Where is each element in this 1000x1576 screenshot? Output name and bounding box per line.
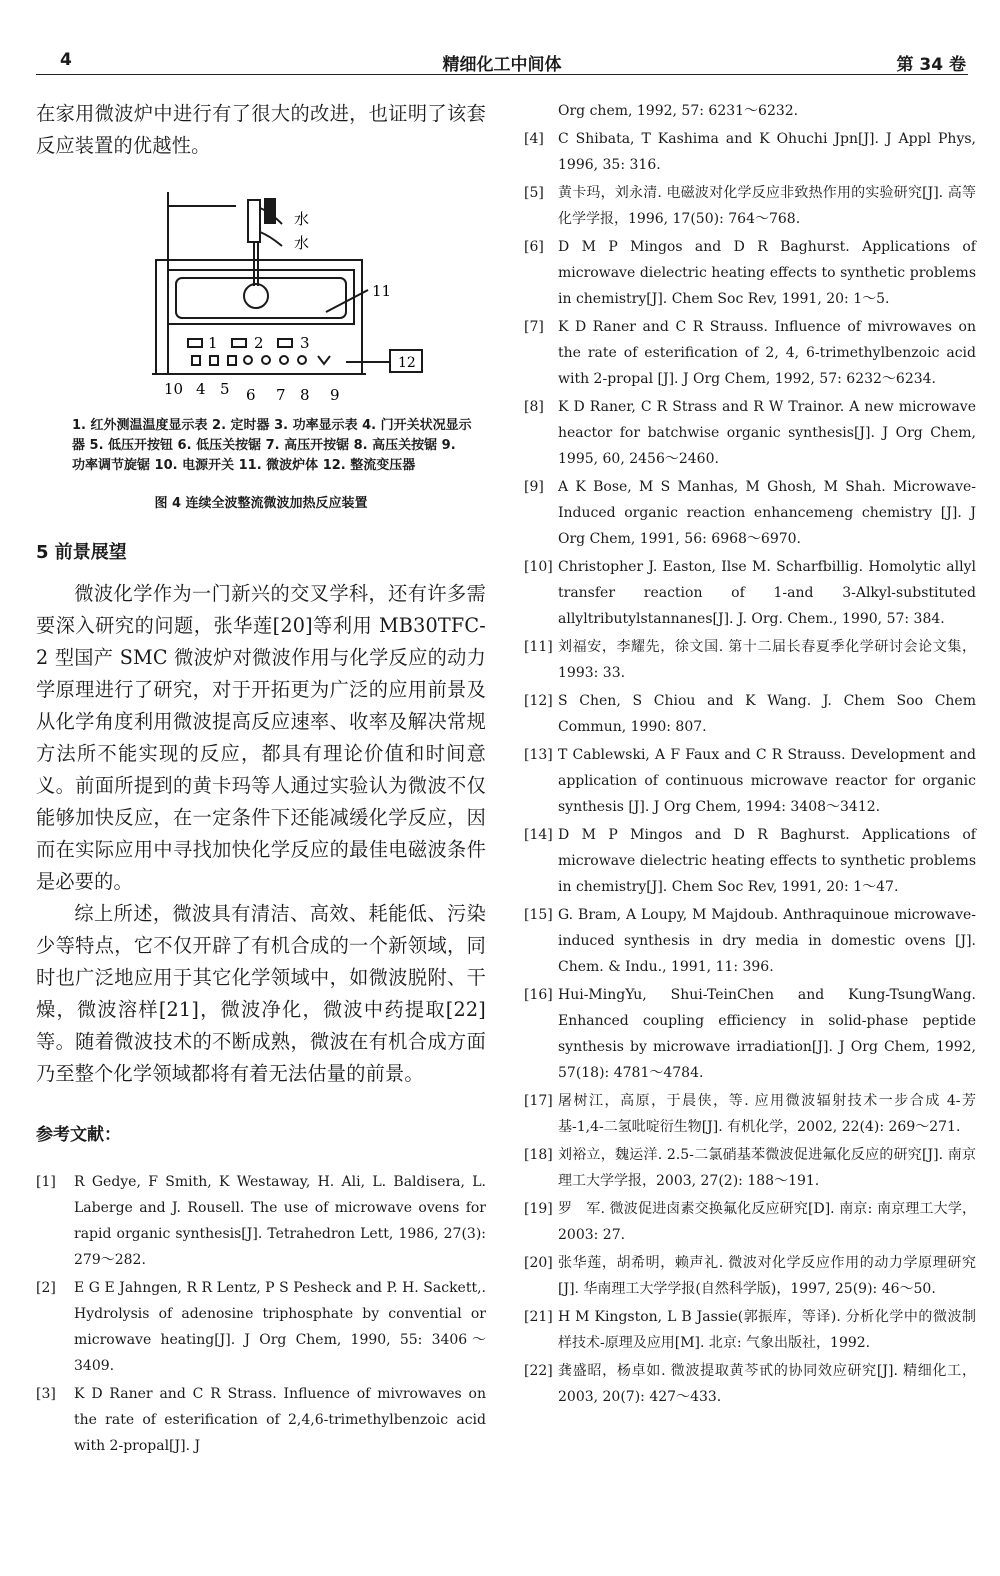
reference-text: K D Raner and C R Strass. Influence of mivrowaves on the rate of esterification of 2,4,6-trimethylbenzoic acid with 2-propal[J]. J <box>74 1386 486 1454</box>
reference-item <box>524 234 976 312</box>
reference-text: 龚盛昭，杨卓如. 微波提取黄芩甙的协同效应研究[J]. 精细化工，2003, 20(7): 427～433. <box>558 1363 976 1405</box>
reference-number: [22] <box>524 1363 553 1379</box>
diagram-label-3: 3 <box>300 334 310 352</box>
reference-number: [5] <box>524 185 544 201</box>
reference-number: [14] <box>524 827 553 843</box>
reference-number: [1] <box>36 1174 56 1190</box>
reference-text: C Shibata, T Kashima and K Ohuchi Jpn[J]. J Appl Phys, 1996, 35: 316. <box>558 131 976 173</box>
reference-number: [11] <box>524 639 553 655</box>
diagram-label-2: 2 <box>254 334 264 352</box>
reference-item <box>524 1088 976 1140</box>
reference-number: [10] <box>524 559 553 575</box>
diagram-label-water-2: 水 <box>294 234 310 252</box>
reference-item <box>524 474 976 552</box>
diagram-label-8: 8 <box>300 386 310 404</box>
reference-item <box>524 126 976 178</box>
reference-number: [3] <box>36 1386 56 1402</box>
reference-item <box>524 314 976 392</box>
diagram-label-1: 1 <box>208 334 218 352</box>
reference-text: E G E Jahngen, R R Lentz, P S Pesheck and P. H. Sackett,. Hydrolysis of adenosine triphosphate by convential or microwave heating[J]. J Org Chem, 1990, 55: 3406～3409. <box>74 1280 486 1374</box>
reference-list-left <box>36 1169 486 1459</box>
reference-text: 刘裕立，魏运洋. 2.5-二氯硝基苯微波促进氟化反应的研究[J]. 南京理工大学学报，2003, 27(2): 188～191. <box>558 1147 976 1189</box>
diagram-label-6: 6 <box>246 386 256 404</box>
reference-text: T Cablewski, A F Faux and C R Strauss. Development and application of continuous microwave reactor for organic synthesis [J]. J Org Chem, 1994: 3408～3412. <box>558 747 976 815</box>
reference-text: G. Bram, A Loupy, M Majdoub. Anthraquinoue microwave-induced synthesis in dry media in domestic ovens [J]. Chem. & Indu., 1991, 11: 396. <box>558 907 976 975</box>
reference-item <box>36 1169 486 1273</box>
diagram-label-7: 7 <box>276 386 286 404</box>
reference-number: [21] <box>524 1309 553 1325</box>
reference-item <box>36 1381 486 1459</box>
reference-number: [17] <box>524 1093 553 1109</box>
reference-item <box>524 1142 976 1194</box>
reference-number: [18] <box>524 1147 553 1163</box>
reference-text: 屠树江，高原，于晨侠，等. 应用微波辐射技术一步合成 4-芳基-1,4-二氢吡啶衍生物[J]. 有机化学，2002, 22(4): 269～271. <box>558 1093 976 1135</box>
reference-item <box>524 1304 976 1356</box>
right-column <box>524 98 976 1412</box>
journal-title: 精细化工中间体 <box>442 55 562 75</box>
section-title: 5 前景展望 <box>36 542 127 563</box>
references-title: 参考文献： <box>36 1125 121 1145</box>
reference-list-right <box>524 126 976 1410</box>
reference-item <box>524 688 976 740</box>
page-header <box>36 48 968 75</box>
reference-text: A K Bose, M S Manhas, M Ghosh, M Shah. Microwave-Induced organic reaction enhancemeng chemistry [J]. J Org Chem, 1991, 56: 6968～6970. <box>558 479 976 547</box>
reference-item <box>36 1275 486 1379</box>
reference-text: D M P Mingos and D R Baghurst. Applications of microwave dielectric heating effects to synthetic problems in chemistry[J]. Chem Soc Rev, 1991, 20: 1～5. <box>558 239 976 307</box>
intro-paragraph: 在家用微波炉中进行有了很大的改进，也证明了该套反应装置的优越性。 <box>36 102 486 157</box>
reference-text: 黄卡玛，刘永清. 电磁波对化学反应非致热作用的实验研究[J]. 高等化学学报，1996, 17(50): 764～768. <box>558 185 976 227</box>
reference-number: [19] <box>524 1201 553 1217</box>
reference-number: [12] <box>524 693 553 709</box>
reference-number: [6] <box>524 239 544 255</box>
reference-item <box>524 1250 976 1302</box>
reference-text: Org chem, 1992, 57: 6231～6232. <box>558 103 799 119</box>
reference-number: [9] <box>524 479 544 495</box>
reference-text: 罗 军. 微波促进卤素交换氟化反应研究[D]. 南京: 南京理工大学，2003: 27. <box>558 1201 976 1243</box>
reference-text: 刘福安，李耀先，徐文国. 第十二届长春夏季化学研讨会论文集，1993: 33. <box>558 639 976 681</box>
reference-item <box>524 554 976 632</box>
reference-number: [2] <box>36 1280 56 1296</box>
reference-number: [15] <box>524 907 553 923</box>
diagram-label-water-1: 水 <box>294 210 310 228</box>
reference-item <box>524 822 976 900</box>
reference-number: [20] <box>524 1255 553 1271</box>
reference-item <box>524 394 976 472</box>
reference-number: [7] <box>524 319 544 335</box>
reference-number: [16] <box>524 987 553 1003</box>
diagram-label-12: 12 <box>398 355 416 371</box>
reference-text: K D Raner, C R Strass and R W Trainor. A new microwave heactor for batchwise organic synthesis[J]. J Org Chem, 1995, 60, 2456～2460. <box>558 399 976 467</box>
figure-4 <box>36 186 486 516</box>
reference-text: D M P Mingos and D R Baghurst. Applications of microwave dielectric heating effects to synthetic problems in chemistry[J]. Chem Soc Rev, 1991, 20: 1～47. <box>558 827 976 895</box>
paragraph-1: 微波化学作为一门新兴的交叉学科，还有许多需要深入研究的问题，张华莲[20]等利用 MB30TFC-2 型国产 SMC 微波炉对微波作用与化学反应的动力学原理进行了研究，对于开拓更为广泛的应用前景及从化学角度利用微波提高反应速率、收率及解决常规方法所不能实现的反应，都具有理论价值和时间意义。前面所提到的黄卡玛等人通过实验认为微波不仅能够加快反应，在一定条件下还能减缓化学反应，因而在实际应用中寻找加快化学反应的最佳电磁波条件是必要的。 <box>36 582 486 893</box>
diagram-label-11: 11 <box>372 282 392 300</box>
reference-item <box>524 180 976 232</box>
diagram-label-10: 10 <box>164 380 184 398</box>
reference-text: Hui-MingYu, Shui-TeinChen and Kung-TsungWang. Enhanced coupling efficiency in solid-phase peptide synthesis by microwave irradiation[J]. J Org Chem, 1992, 57(18): 4781～4784. <box>558 987 976 1081</box>
reference-item <box>524 1358 976 1410</box>
reference-item <box>524 982 976 1086</box>
reference-text: K D Raner and C R Strauss. Influence of mivrowaves on the rate of esterification of 2, 4, 6-trimethylbenzoic acid with 2-propal [J]. J Org Chem, 1992, 57: 6232～6234. <box>558 319 976 387</box>
page-number: 4 <box>60 50 72 70</box>
reference-number: [13] <box>524 747 553 763</box>
reference-text: 张华莲，胡希明，赖声礼. 微波对化学反应作用的动力学原理研究[J]. 华南理工大学学报(自然科学版)，1997, 25(9): 46～50. <box>558 1255 976 1297</box>
paragraph-2: 综上所述，微波具有清洁、高效、耗能低、污染少等特点，它不仅开辟了有机合成的一个新领域，同时也广泛地应用于其它化学领域中，如微波脱附、干燥，微波溶样[21]，微波净化，微波中药提取[22]等。随着微波技术的不断成熟，微波在有机合成方面乃至整个化学领域都将有着无法估量的前景。 <box>36 902 486 1085</box>
reference-item <box>524 634 976 686</box>
reference-text: Christopher J. Easton, Ilse M. Scharfbillig. Homolytic allyl transfer reaction of 1-and 3-Alkyl-substituted allyltributylstannanes[J]. J. Org. Chem., 1990, 57: 384. <box>558 559 976 627</box>
left-column <box>36 98 486 1461</box>
reference-number: [8] <box>524 399 544 415</box>
volume-label: 第 34 卷 <box>896 55 966 75</box>
diagram-label-9: 9 <box>330 386 340 404</box>
apparatus-diagram <box>36 186 486 416</box>
reference-item <box>524 1196 976 1248</box>
reference-text: H M Kingston, L B Jassie(郭振库，等译). 分析化学中的微波制样技术-原理及应用[M]. 北京: 气象出版社，1992. <box>558 1309 976 1351</box>
reference-item <box>524 902 976 980</box>
reference-text: R Gedye, F Smith, K Westaway, H. Ali, L. Baldisera, L. Laberge and J. Rousell. The use of microwave ovens for rapid organic synthesis[J]. Tetrahedron Lett, 1986, 27(3): 279～282. <box>74 1174 486 1268</box>
diagram-label-5: 5 <box>220 380 230 398</box>
reference-item <box>524 742 976 820</box>
diagram-label-4: 4 <box>196 380 206 398</box>
reference-continuation <box>524 98 976 124</box>
figure-caption: 图 4 连续全波整流微波加热反应装置 <box>154 496 368 511</box>
reference-text: S Chen, S Chiou and K Wang. J. Chem Soo Chem Commun, 1990: 807. <box>558 693 976 735</box>
reference-number: [4] <box>524 131 544 147</box>
figure-legend: 1. 红外测温温度显示表 2. 定时器 3. 功率显示表 4. 门开关状况显示器 5. 低压开按钮 6. 低压关按锯 7. 高压开按锯 8. 高压关按锯 9. 功率调节旋锯 10. 电源开关 11. 微波炉体 12. 整流变压器 <box>72 418 472 473</box>
